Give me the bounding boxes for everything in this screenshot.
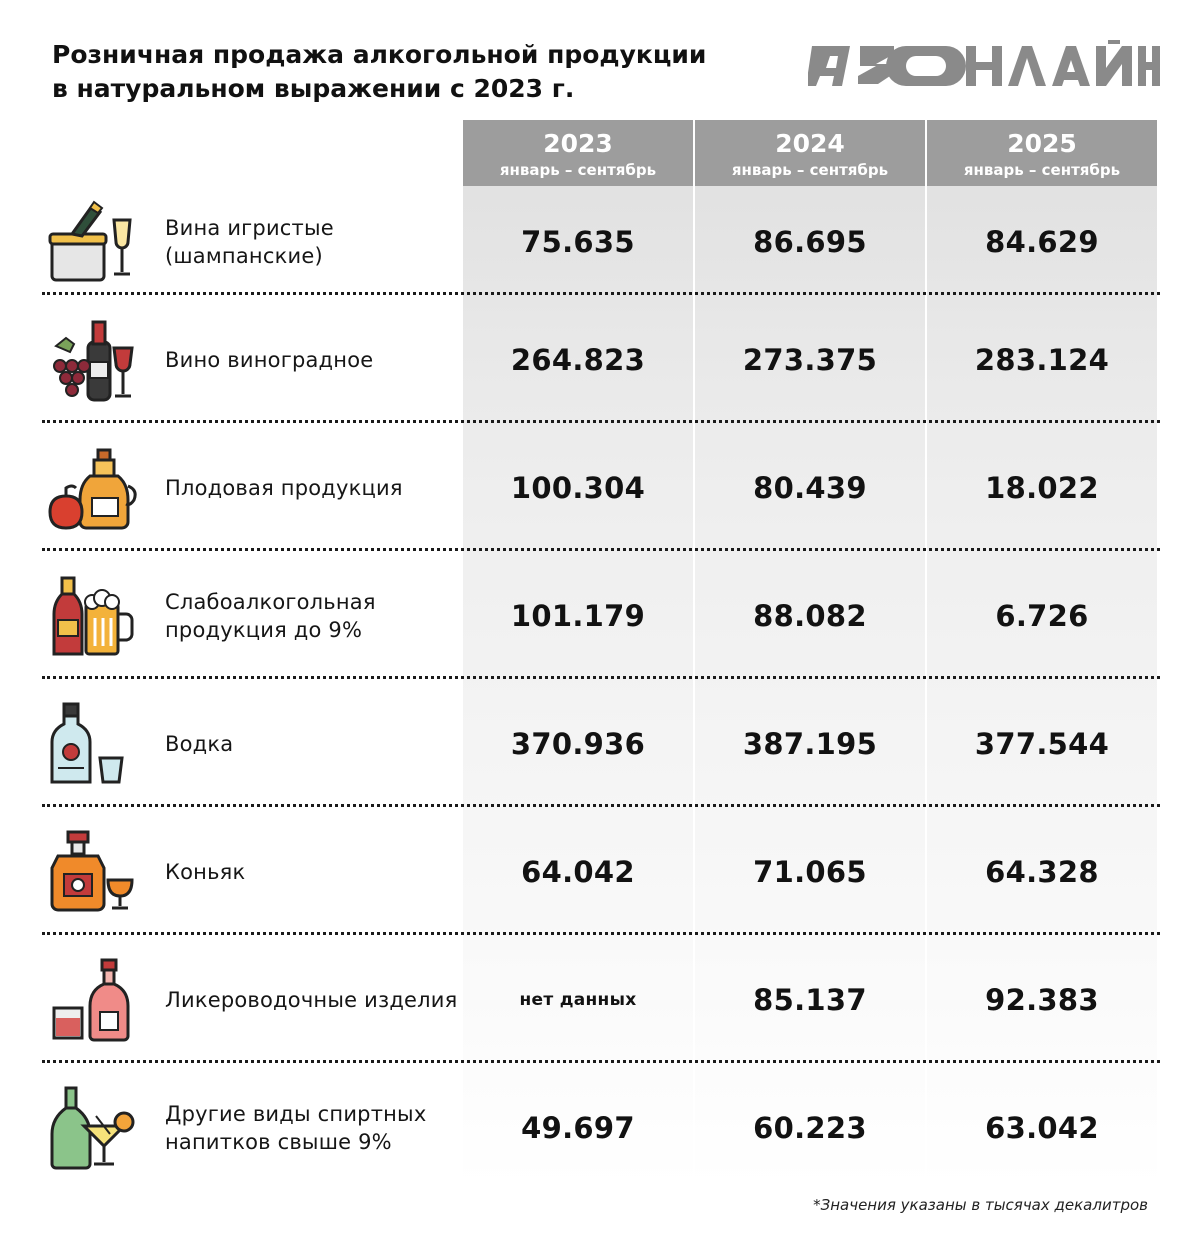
- row-label: Ликероводочные изделия: [165, 987, 458, 1012]
- page-title: [52, 38, 772, 106]
- row-label: Другие виды спиртных напитков свыше 9%: [165, 1101, 427, 1154]
- table-row-low-alcohol: [0, 552, 1200, 679]
- value-2023: 264.823: [510, 342, 646, 377]
- row-divider: [42, 420, 1160, 423]
- value-2024: 85.137: [753, 982, 867, 1017]
- footnote: *Значения указаны в тысячах декалитров: [813, 1196, 1148, 1214]
- value-2025: 18.022: [985, 470, 1099, 505]
- vodka-bottle-shot-icon: [48, 702, 138, 786]
- row-divider: [42, 548, 1160, 551]
- value-2025: 6.726: [995, 598, 1089, 633]
- value-2023: 100.304: [510, 470, 646, 505]
- value-2025: 64.328: [985, 854, 1099, 889]
- value-2023: 49.697: [521, 1110, 635, 1145]
- row-label: Вина игристые (шампанские): [165, 215, 334, 268]
- value-2024: 80.439: [753, 470, 867, 505]
- row-label: Водка: [165, 731, 234, 756]
- row-label: Плодовая продукция: [165, 475, 403, 500]
- value-2025: 92.383: [985, 982, 1099, 1017]
- value-2025: 84.629: [985, 224, 1099, 259]
- value-2025: 283.124: [974, 342, 1110, 377]
- fruit-jug-apple-icon: [48, 446, 138, 530]
- value-2024: 86.695: [753, 224, 867, 259]
- value-2023: нет данных: [519, 989, 637, 1010]
- column-period: январь – сентябрь: [731, 161, 889, 179]
- wine-grapes-icon: [48, 318, 138, 402]
- value-2023: 64.042: [521, 854, 635, 889]
- value-2025: 63.042: [985, 1110, 1099, 1145]
- table-row-other-spirits: [0, 1064, 1200, 1191]
- column-year: 2023: [543, 129, 613, 158]
- column-period: январь – сентябрь: [963, 161, 1121, 179]
- column-header-2023: [463, 120, 693, 186]
- row-divider: [42, 292, 1160, 295]
- row-divider: [42, 932, 1160, 935]
- table-row-fruit-products: [0, 424, 1200, 551]
- value-2023: 370.936: [510, 726, 646, 761]
- row-label: Вино виноградное: [165, 347, 374, 372]
- row-divider: [42, 804, 1160, 807]
- value-2024: 60.223: [753, 1110, 867, 1145]
- table-row-liqueur: [0, 936, 1200, 1063]
- column-period: январь – сентябрь: [499, 161, 657, 179]
- azonline-logo: [808, 40, 1160, 92]
- value-2025: 377.544: [974, 726, 1110, 761]
- cognac-decanter-glass-icon: [48, 830, 138, 914]
- beer-bottle-mug-icon: [48, 574, 138, 658]
- column-year: 2024: [775, 129, 845, 158]
- value-2024: 71.065: [753, 854, 867, 889]
- table-row-cognac: [0, 808, 1200, 935]
- liqueur-bottle-glass-icon: [48, 958, 138, 1042]
- column-header-2024: [695, 120, 925, 186]
- value-2024: 387.195: [742, 726, 878, 761]
- champagne-bucket-icon: [48, 200, 138, 284]
- value-2024: 273.375: [742, 342, 878, 377]
- title-line-2: в натуральном выражении с 2023 г.: [52, 74, 575, 103]
- value-2023: 75.635: [521, 224, 635, 259]
- column-year: 2025: [1007, 129, 1077, 158]
- cocktail-bottle-icon: [48, 1086, 138, 1170]
- table-row-grape-wine: [0, 296, 1200, 423]
- row-divider: [42, 676, 1160, 679]
- title-line-1: Розничная продажа алкогольной продукции: [52, 40, 707, 69]
- row-label: Коньяк: [165, 859, 246, 884]
- column-header-2025: [927, 120, 1157, 186]
- value-2024: 88.082: [753, 598, 867, 633]
- table-row-vodka: [0, 680, 1200, 807]
- table-row-sparkling-wine: [0, 178, 1200, 305]
- value-2023: 101.179: [510, 598, 646, 633]
- row-divider: [42, 1060, 1160, 1063]
- row-label: Слабоалкогольная продукция до 9%: [165, 589, 376, 642]
